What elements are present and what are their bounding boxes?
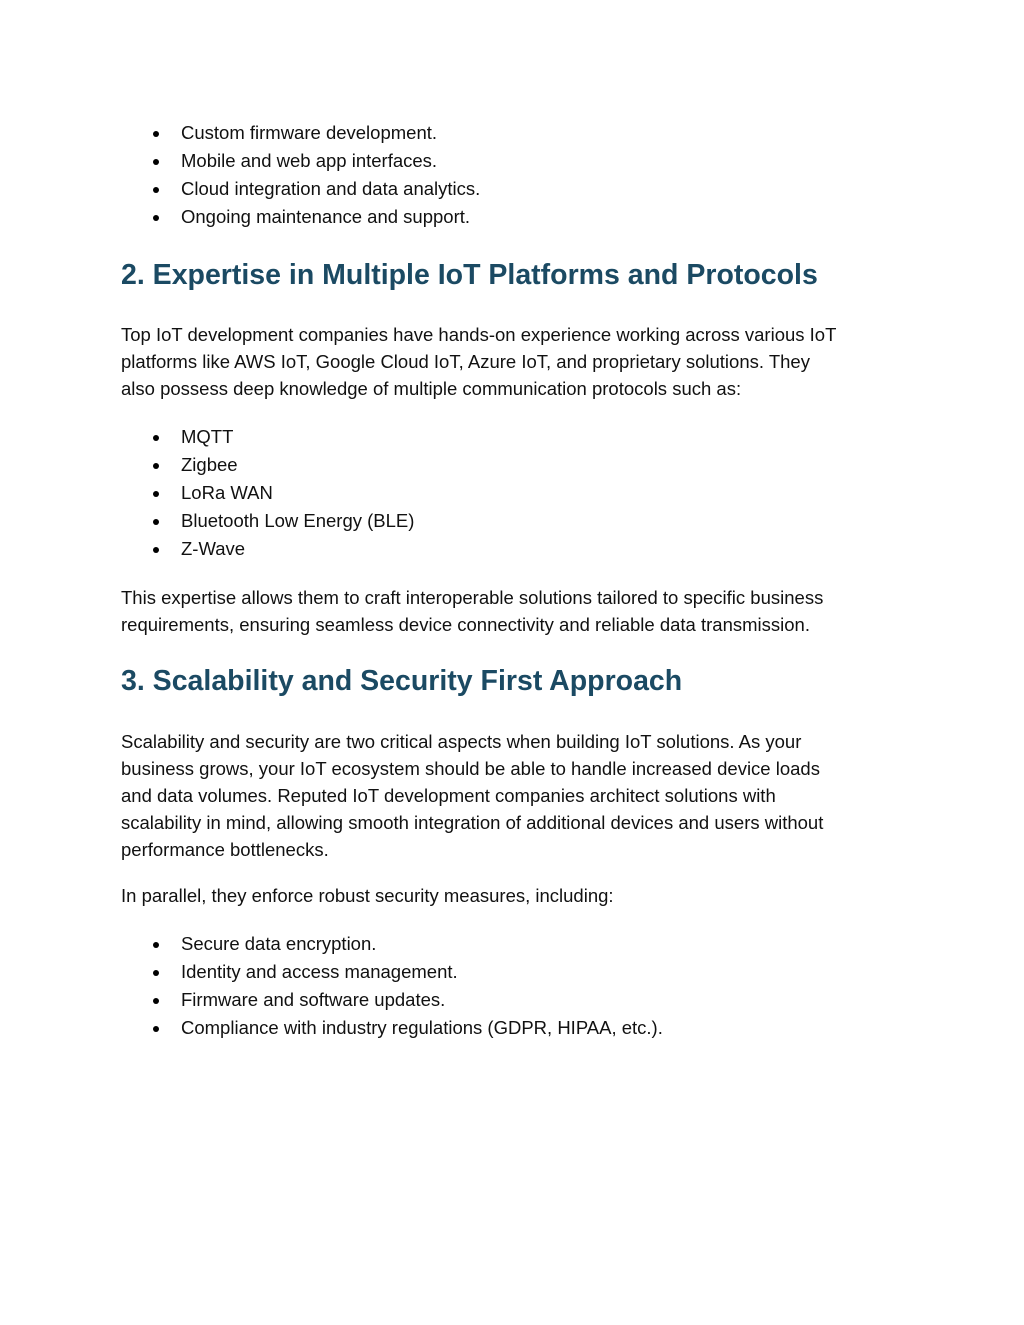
paragraph-line: also possess deep knowledge of multiple communication protocols such as: <box>121 378 742 399</box>
list-item-text: Zigbee <box>181 454 238 475</box>
list-item <box>0 423 1024 451</box>
security-intro-paragraph <box>121 882 921 909</box>
paragraph-line: scalability in mind, allowing smooth integration of additional devices and users without <box>121 812 824 833</box>
paragraph-line: platforms like AWS IoT, Google Cloud IoT, Azure IoT, and proprietary solutions. They <box>121 351 810 372</box>
bullet-icon <box>153 463 159 469</box>
bullet-icon <box>153 131 159 137</box>
list-item-text: MQTT <box>181 426 234 447</box>
paragraph-line: Scalability and security are two critical aspects when building IoT solutions. As your <box>121 731 802 752</box>
list-item-text: Firmware and software updates. <box>181 989 446 1010</box>
bullet-icon <box>153 970 159 976</box>
list-item-text: Bluetooth Low Energy (BLE) <box>181 510 415 531</box>
list-item <box>0 119 1024 147</box>
bullet-icon <box>153 998 159 1004</box>
list-item <box>0 507 1024 535</box>
list-item-text: Compliance with industry regulations (GDPR, HIPAA, etc.). <box>181 1017 663 1038</box>
list-item-text: Z-Wave <box>181 538 246 559</box>
list-item-text: Secure data encryption. <box>181 933 377 954</box>
bullet-icon <box>153 491 159 497</box>
bullet-icon <box>153 547 159 553</box>
list-item-text: Mobile and web app interfaces. <box>181 150 438 171</box>
list-item <box>0 147 1024 175</box>
paragraph-line: and data volumes. Reputed IoT development companies architect solutions with <box>121 785 776 806</box>
list-item <box>0 175 1024 203</box>
security-measures-list <box>0 930 1024 1042</box>
list-item <box>0 930 1024 958</box>
paragraph-line: performance bottlenecks. <box>121 839 329 860</box>
paragraph-line: requirements, ensuring seamless device connectivity and reliable data transmission. <box>121 614 810 635</box>
section-3-heading: 3. Scalability and Security First Approach <box>121 665 683 697</box>
list-item <box>0 451 1024 479</box>
list-item-text: Ongoing maintenance and support. <box>181 206 471 227</box>
section-2-heading: 2. Expertise in Multiple IoT Platforms and Protocols <box>121 259 818 291</box>
section-3-intro-paragraph <box>121 728 921 863</box>
paragraph-line: This expertise allows them to craft interoperable solutions tailored to specific business <box>121 587 824 608</box>
list-item-text: Identity and access management. <box>181 961 458 982</box>
list-item-text: LoRa WAN <box>181 482 273 503</box>
services-list <box>0 119 1024 231</box>
bullet-icon <box>153 435 159 441</box>
paragraph-line: Top IoT development companies have hands-on experience working across various IoT <box>121 324 837 345</box>
list-item <box>0 1014 1024 1042</box>
list-item <box>0 986 1024 1014</box>
list-item <box>0 203 1024 231</box>
bullet-icon <box>153 215 159 221</box>
bullet-icon <box>153 159 159 165</box>
list-item <box>0 479 1024 507</box>
section-2-intro-paragraph <box>121 321 921 402</box>
protocols-list <box>0 423 1024 563</box>
section-2-closing-paragraph <box>121 584 921 638</box>
list-item <box>0 535 1024 563</box>
bullet-icon <box>153 942 159 948</box>
list-item <box>0 958 1024 986</box>
paragraph-line: business grows, your IoT ecosystem should be able to handle increased device loads <box>121 758 820 779</box>
bullet-icon <box>153 187 159 193</box>
paragraph-line: In parallel, they enforce robust security measures, including: <box>121 885 614 906</box>
list-item-text: Custom firmware development. <box>181 122 438 143</box>
bullet-icon <box>153 519 159 525</box>
bullet-icon <box>153 1026 159 1032</box>
list-item-text: Cloud integration and data analytics. <box>181 178 481 199</box>
